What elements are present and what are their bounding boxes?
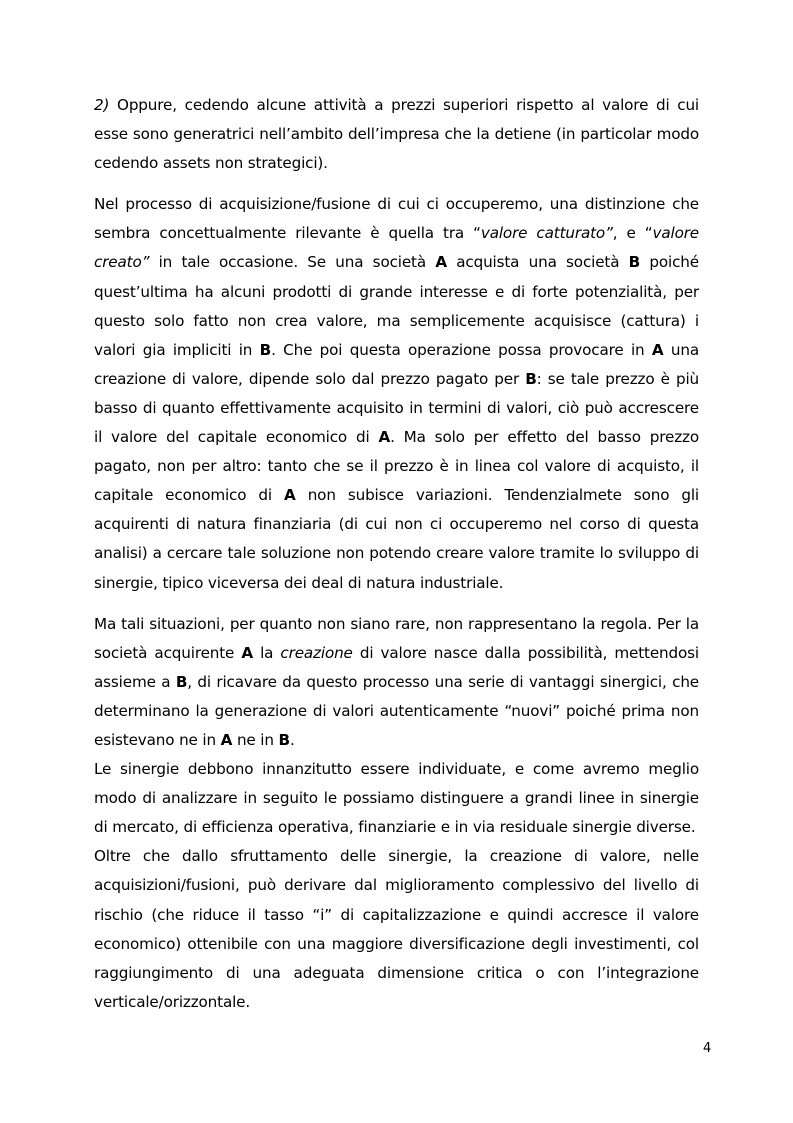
italic-term-valore-catturato: valore catturato”	[480, 224, 613, 243]
page-number: 4	[703, 1041, 712, 1056]
paragraph-1-text: Oppure, cedendo alcune attività a prezzi superiori rispetto al valore di cui esse sono generatrici nell’ambito dell’impresa che la detiene (in particolar modo cedendo assets non strategici).	[94, 96, 699, 173]
italic-term-valore-creato: valore creato”	[94, 224, 699, 272]
page-body	[94, 91, 699, 1017]
text-run: . Che poi questa operazione possa provocare in	[271, 340, 652, 359]
text-run: non subisce variazioni. Tendenzialmete sono gli acquirenti di natura finanziaria (di cui non ci occuperemo nel corso di questa analisi) a cercare tale soluzione non potendo creare valore tramite lo sviluppo di sinergie, tipico viceversa dei deal di natura industriale.	[94, 486, 700, 592]
text-run: acquista una società	[446, 253, 629, 272]
text-run: poiché quest’ultima ha alcuni prodotti di grande interesse e di forte potenzialità, per questo solo fatto non crea valore, ma semplicemente acquisisce (cattura) i valori gia impliciti in	[94, 253, 699, 359]
text-run: di valore nasce dalla possibilità, mettendosi assieme a	[94, 643, 699, 691]
bold-company-a: A	[284, 486, 296, 505]
text-run: .	[289, 730, 295, 749]
bold-company-b: B	[278, 730, 290, 749]
text-run: . Ma solo per effetto del basso prezzo pagato, non per altro: tanto che se il prezzo è in linea col valore di acquisto, il capitale economico di	[94, 428, 699, 505]
paragraph-4: Le sinergie debbono innanzitutto essere individuate, e come avremo meglio modo di analizzare in seguito le possiamo distinguere a grandi linee in sinergie di mercato, di efficienza operativa, finanziarie e in via residuale sinergie diverse.	[94, 760, 699, 837]
bold-company-a: A	[378, 428, 391, 447]
paragraph-5: Oltre che dallo sfruttamento delle sinergie, la creazione di valore, nelle acquisizioni/fusioni, può derivare dal miglioramento complessivo del livello di rischio (che riduce il tasso “i” di capitalizzazione e quindi accresce il valore economico) ottenibile con una maggiore diversificazione degli investimenti, col raggiungimento di una adeguata dimensione critica o con l’integrazione verticale/orizzontale.	[94, 847, 699, 1011]
bold-company-a: A	[651, 340, 664, 359]
text-run: in tale occasione. Se una società	[149, 253, 436, 272]
bold-company-b: B	[628, 253, 641, 272]
text-run: , di ricavare da questo processo una serie di vantaggi sinergici, che determinano la generazione di valori autenticamente “nuovi” poiché prima non esistevano ne in	[94, 672, 699, 749]
paragraph-3	[94, 610, 699, 755]
bold-company-b: B	[525, 369, 537, 388]
bold-company-b: B	[175, 672, 188, 691]
bold-company-a: A	[435, 253, 447, 272]
text-run: Nel processo di acquisizione/fusione di cui ci occuperemo, una distinzione che sembra concettualmente rilevante è quella tra “	[94, 195, 699, 243]
text-run: , e “	[612, 224, 653, 243]
list-number: 2)	[94, 96, 110, 114]
paragraph-1	[94, 91, 699, 178]
text-run: la	[252, 643, 281, 662]
italic-term-creazione: creazione	[280, 643, 353, 662]
text-run: Ma tali situazioni, per quanto non siano rare, non rappresentano la regola. Per la società acquirente	[94, 614, 699, 662]
bold-company-a: A	[241, 643, 253, 662]
text-run: : se tale prezzo è più basso di quanto effettivamente acquisito in termini di valori, ciò può accrescere il valore del capitale economico di	[94, 369, 699, 447]
text-run: ne in	[232, 730, 279, 749]
paragraph-2	[94, 190, 699, 597]
text-run: una creazione di valore, dipende solo dal prezzo pagato per	[94, 340, 699, 388]
bold-company-a: A	[220, 730, 233, 749]
bold-company-b: B	[259, 340, 272, 359]
